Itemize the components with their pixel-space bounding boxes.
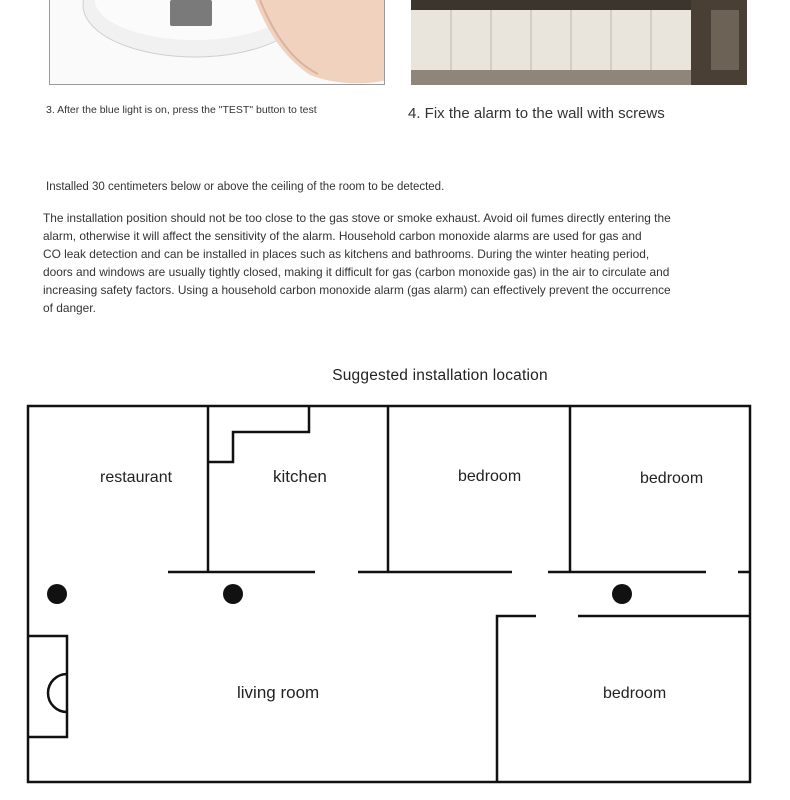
alarm-marker <box>47 584 67 604</box>
room-label-bedroom: bedroom <box>603 685 667 702</box>
alarm-marker <box>223 584 243 604</box>
alarm-marker <box>612 584 632 604</box>
paragraph-line: doors and windows are usually tightly closed, making it difficult for gas (carbon monoxide gas) in the air to circulate and <box>43 265 670 279</box>
step3-caption: 3. After the blue light is on, press the "TEST" button to test <box>46 104 317 116</box>
paragraph-line: CO leak detection and can be installed in places such as kitchens and bathrooms. During the winter heating period, <box>43 247 650 261</box>
paragraph-line: of danger. <box>43 301 96 315</box>
install-height-note: Installed 30 centimeters below or above the ceiling of the room to be detected. <box>46 181 445 193</box>
room-label-bedroom: bedroom <box>640 470 704 487</box>
paragraph-line: The installation position should not be too close to the gas stove or smoke exhaust. Avoid oil fumes directly entering the <box>43 211 671 225</box>
room-label-living-room: living room <box>237 683 320 702</box>
paragraph-line: alarm, otherwise it will affect the sensitivity of the alarm. Household carbon monoxide alarms are used for gas and <box>43 229 642 243</box>
floor-plan-title: Suggested installation location <box>332 367 548 384</box>
room-label-bedroom: bedroom <box>458 468 522 485</box>
step4-caption: 4. Fix the alarm to the wall with screws <box>408 105 665 122</box>
room-label-restaurant: restaurant <box>100 469 173 486</box>
room-label-kitchen: kitchen <box>273 467 327 486</box>
paragraph-line: increasing safety factors. Using a household carbon monoxide alarm (gas alarm) can effectively prevent the occurrence <box>43 283 671 297</box>
